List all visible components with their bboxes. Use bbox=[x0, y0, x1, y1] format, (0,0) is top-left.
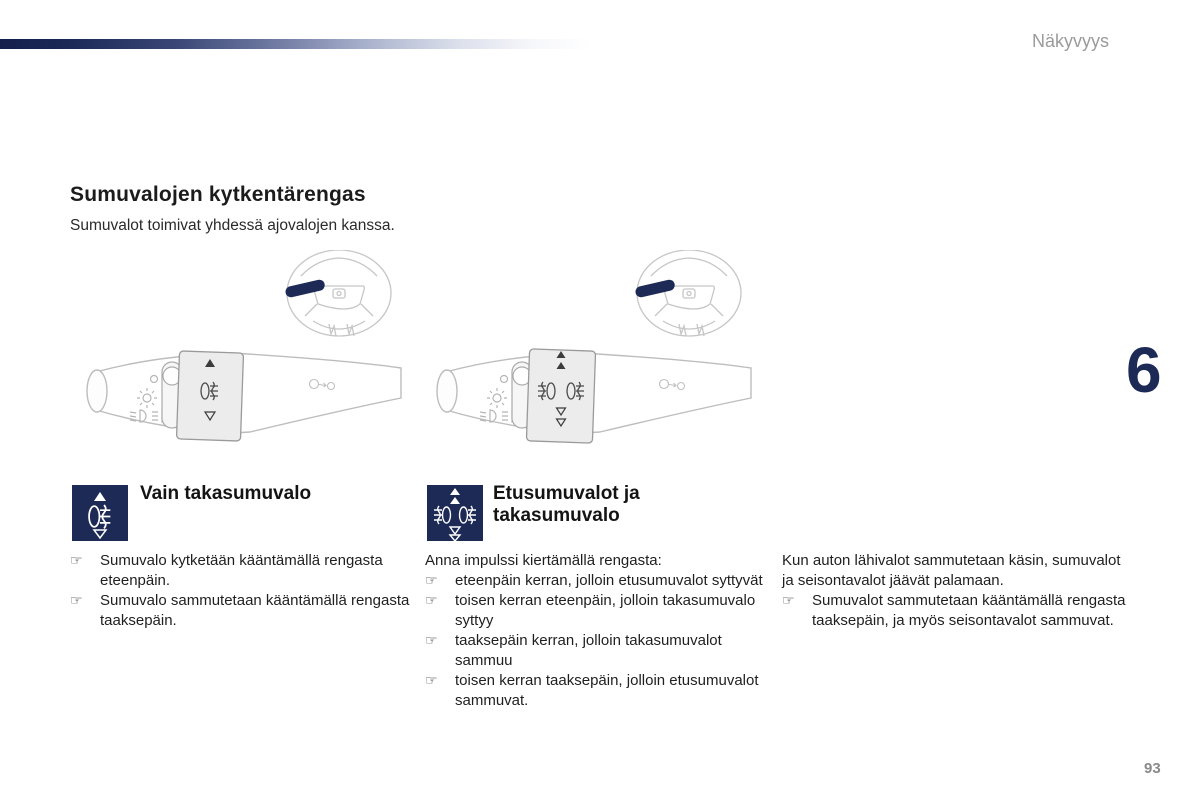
pointer-icon: ☞ bbox=[425, 673, 438, 689]
bullet-text: toisen kerran eteenpäin, jolloin takasumuvalo syttyy bbox=[455, 592, 756, 629]
stalk-lever-icon bbox=[634, 279, 675, 299]
bullet-text: Sumuvalo sammutetaan kääntämällä rengasta taaksepäin. bbox=[100, 592, 410, 629]
page-number: 93 bbox=[1144, 760, 1161, 777]
pointer-icon: ☞ bbox=[425, 633, 438, 649]
rear-fog-icon bbox=[72, 485, 128, 541]
chapter-gradient-bar bbox=[0, 39, 592, 49]
stalk-illustration-rear-fog bbox=[82, 250, 402, 445]
steering-wheel-icon bbox=[634, 250, 741, 336]
bullet-item bbox=[782, 591, 1130, 631]
bullet-item bbox=[70, 591, 410, 631]
bullet-text: toisen kerran taaksepäin, jolloin etusumuvalot sammuvat. bbox=[455, 672, 759, 709]
steering-wheel-icon bbox=[284, 250, 391, 336]
page-subtitle: Sumuvalot toimivat yhdessä ajovalojen kanssa. bbox=[70, 217, 395, 234]
bullet-item bbox=[70, 551, 410, 591]
pointer-icon: ☞ bbox=[70, 553, 83, 569]
section-heading-rear-only: Vain takasumuvalo bbox=[140, 483, 312, 504]
stalk-ring bbox=[512, 349, 596, 443]
bullet-item bbox=[425, 571, 765, 591]
chapter-number: 6 bbox=[1126, 334, 1162, 406]
section-heading-front-rear: Etusumuvalot ja takasumuvalo bbox=[493, 483, 640, 527]
pointer-icon: ☞ bbox=[70, 593, 83, 609]
front-rear-fog-icon bbox=[427, 485, 483, 541]
pointer-icon: ☞ bbox=[425, 573, 438, 589]
column-rear-only-text bbox=[70, 551, 410, 631]
chapter-title-label: Näkyvyys bbox=[1032, 31, 1110, 51]
bullet-text: eteenpäin kerran, jolloin etusumuvalot syttyvät bbox=[455, 572, 763, 589]
stalk-ring bbox=[162, 351, 244, 441]
pointer-icon: ☞ bbox=[425, 593, 438, 609]
page-title: Sumuvalojen kytkentärengas bbox=[70, 183, 366, 206]
rear-fog-tile bbox=[72, 485, 128, 541]
bullet-text: taaksepäin kerran, jolloin takasumuvalot sammuu bbox=[455, 632, 722, 669]
bullet-text: Sumuvalo kytketään kääntämällä rengasta eteenpäin. bbox=[100, 552, 383, 589]
bullet-item bbox=[425, 631, 765, 671]
bullet-item bbox=[425, 671, 765, 711]
front-rear-fog-tile bbox=[427, 485, 483, 541]
column-front-rear-text bbox=[425, 551, 765, 711]
bullet-text: Sumuvalot sammutetaan kääntämällä rengasta taaksepäin, ja myös seisontavalot sammuvat. bbox=[812, 592, 1126, 629]
note-intro: Kun auton lähivalot sammutetaan käsin, sumuvalot ja seisontavalot jäävät palamaan. bbox=[782, 552, 1121, 589]
instruction-intro: Anna impulssi kiertämällä rengasta: bbox=[425, 552, 662, 569]
pointer-icon: ☞ bbox=[782, 593, 795, 609]
column-auto-off-note bbox=[782, 551, 1130, 631]
stalk-illustration-front-rear-fog bbox=[432, 250, 752, 445]
stalk-lever-icon bbox=[284, 279, 325, 299]
bullet-item bbox=[425, 591, 765, 631]
